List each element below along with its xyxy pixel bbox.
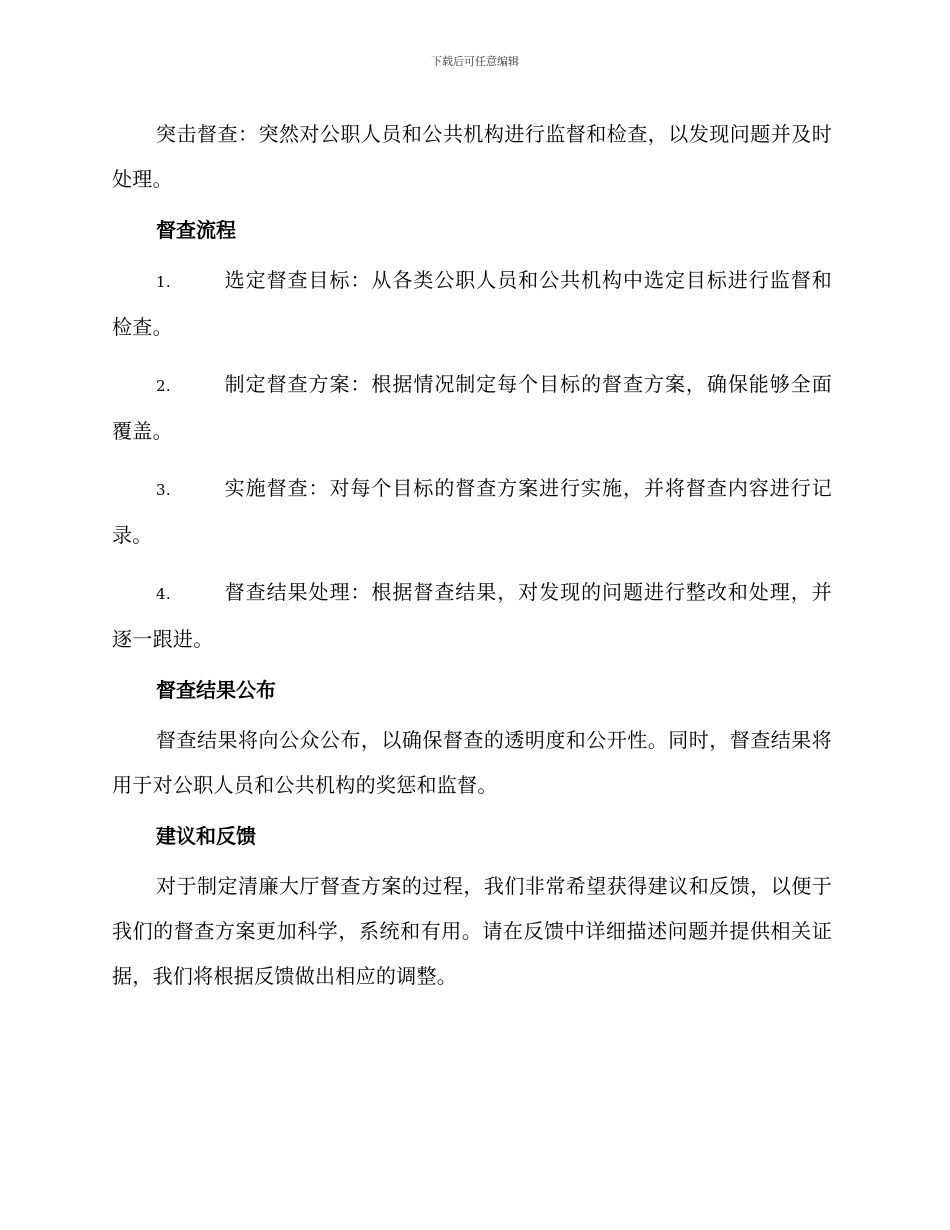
document-body <box>112 112 832 999</box>
list-item-text: 选定督查目标：从各类公职人员和公共机构中选定目标进行监督和检查。 <box>112 268 832 339</box>
list-number: 3. <box>156 481 171 499</box>
process-list-item <box>112 570 832 662</box>
intro-paragraph: 突击督查：突然对公职人员和公共机构进行监督和检查，以发现问题并及时处理。 <box>112 122 832 191</box>
list-number: 2. <box>156 377 171 395</box>
section-heading-publication: 督查结果公布 <box>156 678 276 702</box>
feedback-paragraph: 对于制定清廉大厅督查方案的过程，我们非常希望获得建议和反馈，以便于我们的督查方案更加科学，系统和有用。请在反馈中详细描述问题并提供相关证据，我们将根据反馈做出相应的调整。 <box>112 874 832 988</box>
page-header: 下载后可任意编辑 <box>431 55 519 68</box>
section-heading-feedback: 建议和反馈 <box>156 824 256 848</box>
list-item-text: 实施督查：对每个目标的督查方案进行实施，并将督查内容进行记录。 <box>112 476 832 547</box>
process-list-item <box>112 258 832 350</box>
process-list-item <box>112 362 832 454</box>
list-number: 4. <box>156 585 171 603</box>
section-heading-process: 督查流程 <box>156 218 236 242</box>
list-number: 1. <box>156 273 171 291</box>
publication-paragraph: 督查结果将向公众公布，以确保督查的透明度和公开性。同时，督查结果将用于对公职人员和公共机构的奖惩和监督。 <box>112 728 832 797</box>
list-item-text: 制定督查方案：根据情况制定每个目标的督查方案，确保能够全面覆盖。 <box>112 372 832 443</box>
list-item-text: 督查结果处理：根据督查结果，对发现的问题进行整改和处理，并逐一跟进。 <box>112 580 832 651</box>
process-list-item <box>112 466 832 558</box>
